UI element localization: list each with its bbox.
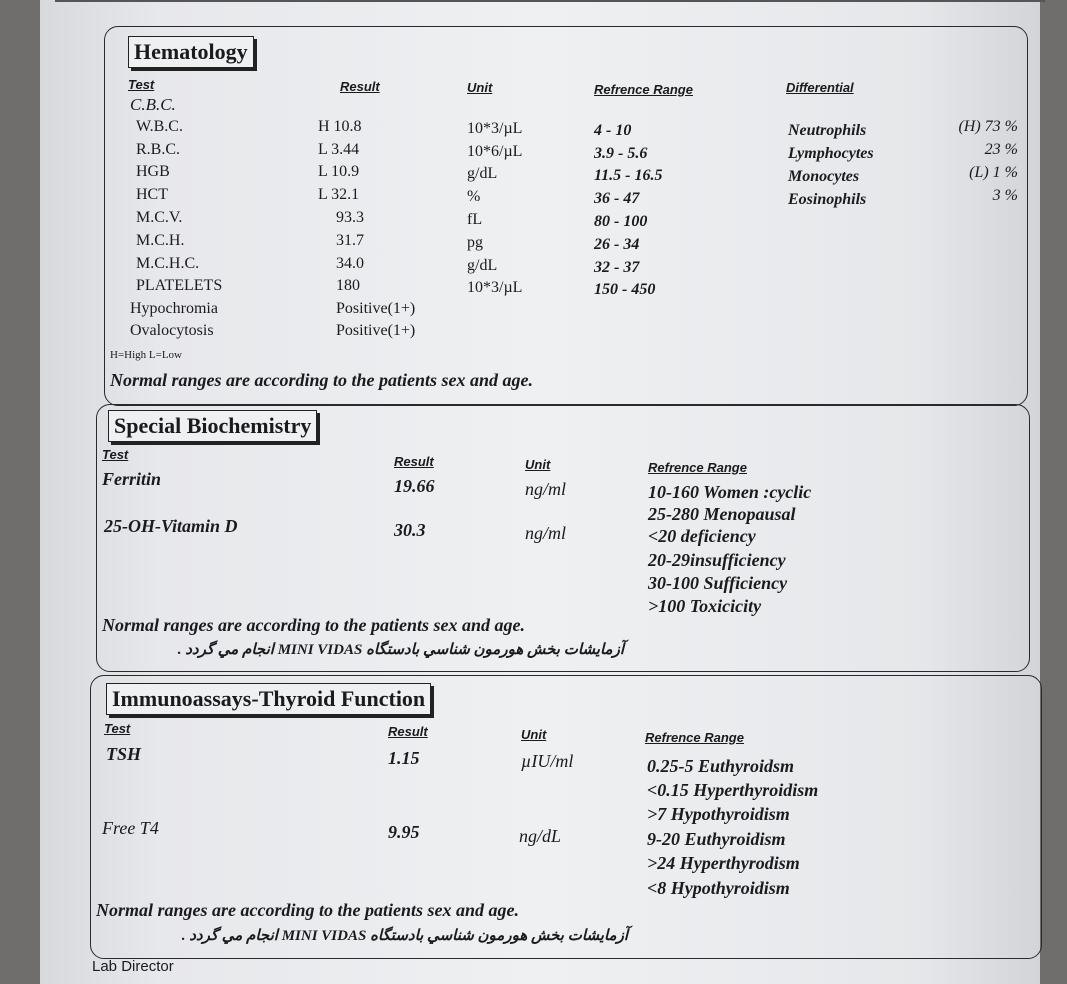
differential-value: (L) 1 % bbox=[969, 164, 1018, 181]
biochem-row-result: 19.66 bbox=[394, 476, 435, 496]
cbc-unit: pg bbox=[467, 234, 483, 251]
cbc-range: 4 - 10 bbox=[594, 122, 632, 139]
thyroid-range-line: 9-20 Euthyroidism bbox=[647, 829, 786, 849]
hematology-header-test: Test bbox=[128, 77, 155, 92]
thyroid-persian-note: آزمایشات بخش هورمون شناسي بادستگاه MINI VIDAS انجام مي گردد . bbox=[181, 928, 628, 944]
hematology-header-range: Refrence Range bbox=[594, 82, 693, 97]
cbc-test: R.B.C. bbox=[136, 141, 181, 158]
cbc-result: Positive(1+) bbox=[336, 322, 416, 339]
hematology-header-differential: Differential bbox=[786, 80, 854, 95]
differential-name: Monocytes bbox=[788, 168, 860, 185]
hematology-note: Normal ranges are according to the patients sex and age. bbox=[110, 370, 534, 390]
biochem-row-test: 25-OH-Vitamin D bbox=[104, 516, 238, 536]
cbc-result: L 3.44 bbox=[318, 141, 360, 158]
top-rule bbox=[55, 0, 1045, 2]
differential-name: Lymphocytes bbox=[788, 145, 874, 162]
cbc-range: 150 - 450 bbox=[594, 281, 656, 298]
thyroid-range-line: >7 Hypothyroidism bbox=[647, 804, 790, 824]
lab-director-label: Lab Director bbox=[92, 958, 174, 975]
thyroid-row-unit: ng/dL bbox=[519, 826, 562, 846]
thyroid-header-range: Refrence Range bbox=[645, 730, 744, 745]
cbc-range: 11.5 - 16.5 bbox=[594, 167, 663, 184]
biochem-range-line: 20-29insufficiency bbox=[648, 550, 786, 570]
cbc-test: M.C.V. bbox=[136, 209, 183, 226]
cbc-result: L 32.1 bbox=[318, 186, 360, 203]
biochem-header-test: Test bbox=[102, 447, 129, 462]
hematology-legend: H=High L=Low bbox=[110, 349, 182, 361]
cbc-range: 32 - 37 bbox=[594, 259, 640, 276]
biochem-header-result: Result bbox=[394, 454, 434, 469]
hematology-header-unit: Unit bbox=[467, 80, 493, 95]
cbc-unit: fL bbox=[467, 211, 483, 228]
cbc-result: H 10.8 bbox=[318, 118, 362, 135]
thyroid-range-line: <0.15 Hyperthyroidism bbox=[647, 780, 819, 800]
cbc-test: Ovalocytosis bbox=[130, 322, 214, 339]
cbc-result: 34.0 bbox=[336, 255, 364, 272]
biochem-row-test: Ferritin bbox=[102, 469, 162, 489]
cbc-test: HCT bbox=[136, 186, 168, 203]
thyroid-header-result: Result bbox=[388, 724, 428, 739]
biochem-range-line: 10-160 Women :cyclic bbox=[648, 482, 812, 502]
thyroid-title: Immunoassays-Thyroid Function bbox=[106, 683, 431, 715]
cbc-test: HGB bbox=[136, 163, 170, 180]
cbc-range: 26 - 34 bbox=[594, 236, 640, 253]
cbc-range: 3.9 - 5.6 bbox=[594, 145, 648, 162]
biochem-range-line: >100 Toxicicity bbox=[648, 596, 762, 616]
thyroid-row-unit: µIU/ml bbox=[521, 751, 574, 771]
cbc-unit: 10*6/µL bbox=[467, 143, 523, 160]
hematology-header-result: Result bbox=[340, 79, 380, 94]
cbc-unit: % bbox=[467, 188, 481, 205]
biochem-row-unit: ng/ml bbox=[525, 523, 567, 543]
differential-value: 23 % bbox=[984, 141, 1018, 158]
differential-name: Neutrophils bbox=[788, 122, 867, 139]
hematology-title: Hematology bbox=[128, 36, 254, 68]
biochem-range-line: 30-100 Sufficiency bbox=[648, 573, 788, 593]
cbc-test: Hypochromia bbox=[130, 300, 218, 317]
biochem-note: Normal ranges are according to the patients sex and age. bbox=[102, 615, 526, 635]
thyroid-range-line: >24 Hyperthyrodism bbox=[647, 853, 800, 873]
cbc-range: 80 - 100 bbox=[594, 213, 648, 230]
cbc-group-label: C.B.C. bbox=[130, 95, 176, 114]
biochem-persian-note: آزمایشات بخش هورمون شناسي بادستگاه MINI VIDAS انجام مي گردد . bbox=[177, 642, 624, 658]
thyroid-row-test: Free T4 bbox=[102, 818, 159, 838]
cbc-test: M.C.H. bbox=[136, 232, 185, 249]
thyroid-header-unit: Unit bbox=[521, 727, 547, 742]
biochem-header-range: Refrence Range bbox=[648, 460, 747, 475]
biochem-range-line: <20 deficiency bbox=[648, 526, 756, 546]
hematology-section bbox=[104, 26, 1028, 406]
thyroid-row-test: TSH bbox=[106, 744, 142, 764]
biochem-header-unit: Unit bbox=[525, 457, 551, 472]
cbc-range: 36 - 47 bbox=[594, 190, 640, 207]
thyroid-row-result: 1.15 bbox=[388, 748, 420, 768]
cbc-unit: g/dL bbox=[467, 257, 498, 274]
cbc-unit: 10*3/µL bbox=[467, 279, 523, 296]
thyroid-header-test: Test bbox=[104, 721, 131, 736]
differential-name: Eosinophils bbox=[788, 191, 867, 208]
cbc-test: PLATELETS bbox=[136, 277, 223, 294]
cbc-result: Positive(1+) bbox=[336, 300, 416, 317]
differential-value: 3 % bbox=[992, 187, 1018, 204]
thyroid-note: Normal ranges are according to the patients sex and age. bbox=[96, 900, 520, 920]
thyroid-range-line: <8 Hypothyroidism bbox=[647, 878, 790, 898]
biochem-title: Special Biochemistry bbox=[108, 410, 317, 442]
cbc-test: M.C.H.C. bbox=[136, 255, 200, 272]
cbc-unit: 10*3/µL bbox=[467, 120, 523, 137]
biochem-row-unit: ng/ml bbox=[525, 479, 567, 499]
thyroid-row-result: 9.95 bbox=[388, 822, 420, 842]
thyroid-range-line: 0.25-5 Euthyroidsm bbox=[647, 756, 795, 776]
cbc-result: 31.7 bbox=[336, 232, 364, 249]
biochem-range-line: 25-280 Menopausal bbox=[648, 504, 796, 524]
cbc-test: W.B.C. bbox=[136, 118, 183, 135]
cbc-result: 180 bbox=[336, 277, 360, 294]
cbc-result: 93.3 bbox=[336, 209, 364, 226]
biochem-row-result: 30.3 bbox=[394, 520, 426, 540]
cbc-unit: g/dL bbox=[467, 165, 498, 182]
differential-value: (H) 73 % bbox=[958, 118, 1018, 135]
cbc-result: L 10.9 bbox=[318, 163, 360, 180]
